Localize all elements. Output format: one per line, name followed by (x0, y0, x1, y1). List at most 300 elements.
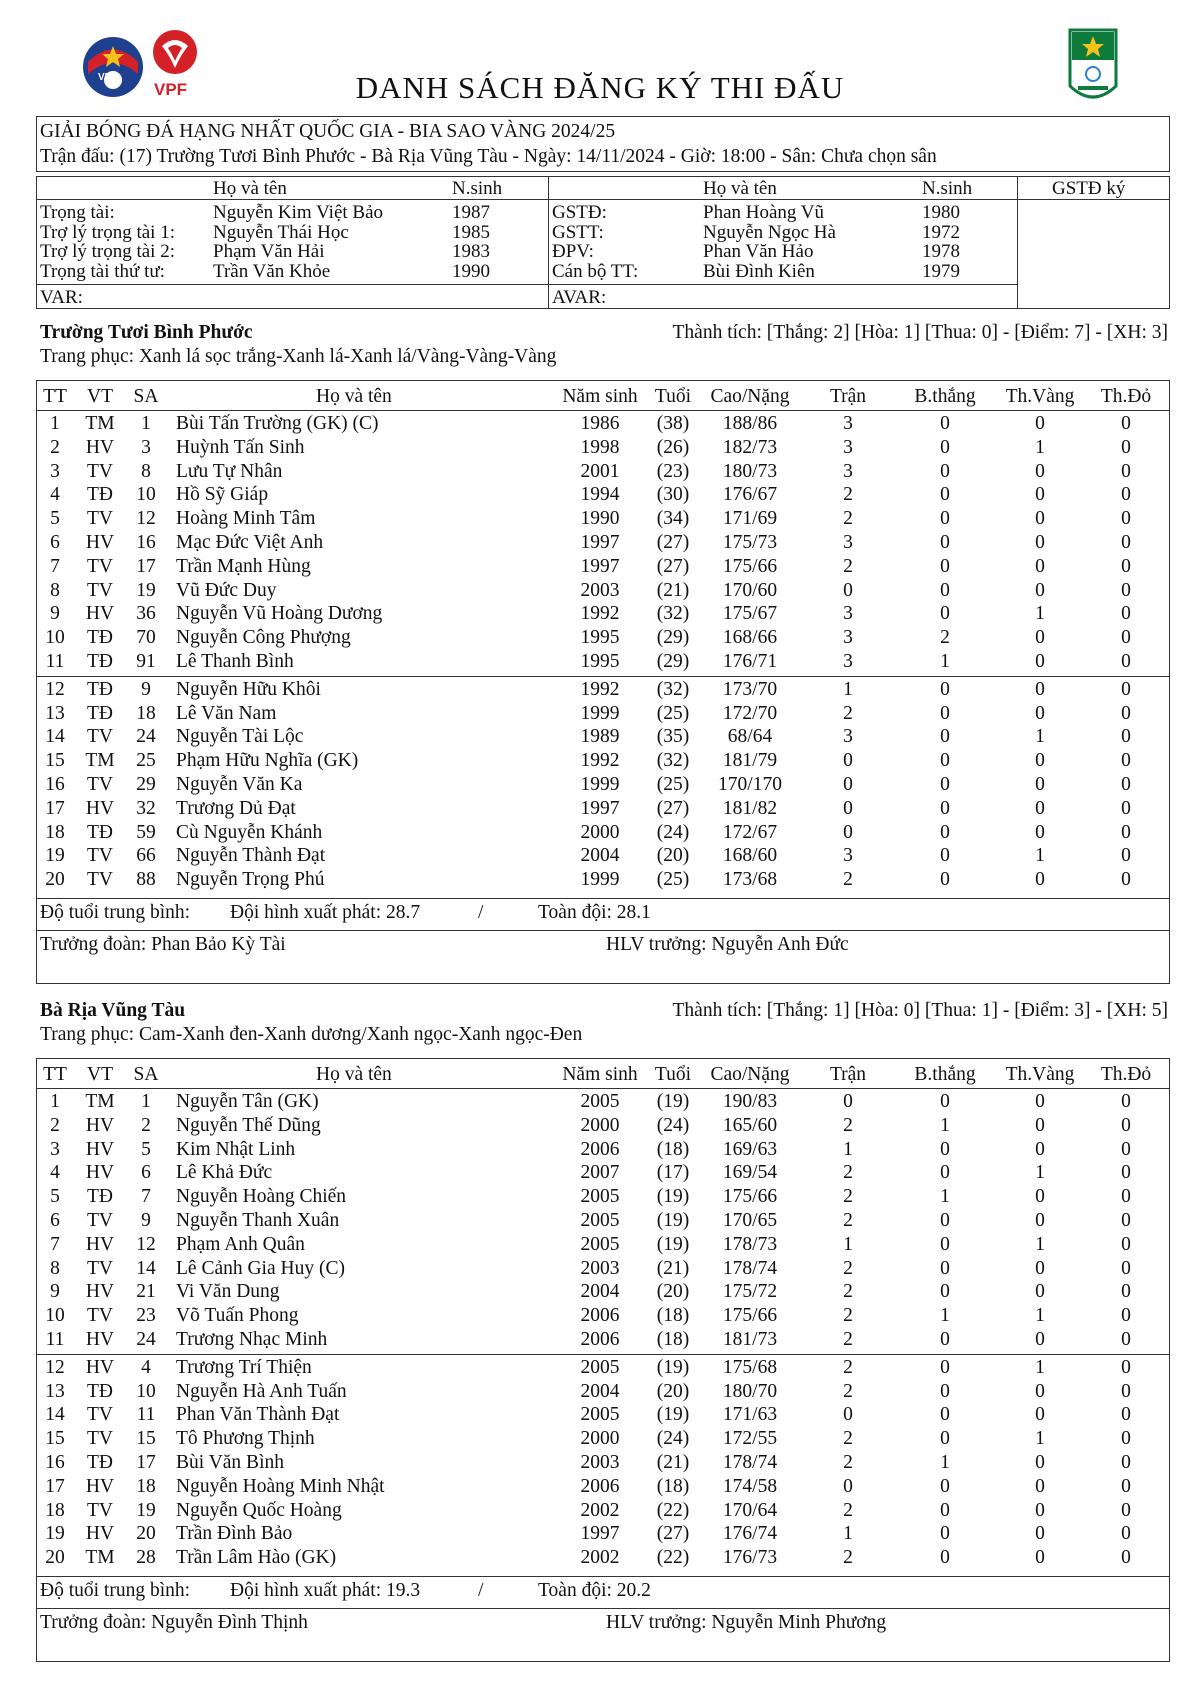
col-goals: 0 (940, 750, 950, 772)
col-sa: 16 (136, 532, 156, 553)
col-sa: 14 (136, 1257, 156, 1279)
col-name: Trần Mạnh Hùng (176, 555, 311, 577)
header-divider (36, 410, 1170, 411)
col-height-weight: 170/170 (718, 774, 782, 795)
col-sa: 1 (141, 1091, 151, 1112)
col-height-weight: 68/64 (727, 726, 773, 748)
col-yellow: 0 (1035, 750, 1045, 772)
starters-divider (36, 676, 1170, 677)
col-age: (29) (656, 627, 690, 649)
avg-age-separator: / (478, 1580, 484, 1601)
col-age: (25) (656, 774, 690, 795)
col-goals: 0 (940, 1404, 950, 1426)
col-height-weight: 175/68 (722, 1356, 778, 1378)
col-age: (18) (656, 1475, 690, 1497)
col-tt: 8 (50, 1257, 60, 1279)
avg-age-team: Toàn đội: 20.2 (538, 1580, 651, 1601)
col-name: Nguyễn Vũ Hoàng Dương (176, 603, 383, 625)
col-vt: TĐ (87, 821, 113, 843)
col-yellow: 0 (1035, 1547, 1045, 1569)
col-age: (20) (656, 1281, 690, 1303)
col-goals: 0 (940, 1356, 950, 1378)
col-year: 2000 (580, 1114, 620, 1136)
col-red: 0 (1121, 1091, 1131, 1112)
col-red: 0 (1121, 1162, 1131, 1184)
header-col-tt: TT (43, 386, 67, 407)
age-divider (36, 1608, 1170, 1609)
col-red: 0 (1121, 603, 1131, 625)
col-name: Vũ Đức Duy (176, 579, 277, 601)
col-matches: 2 (843, 869, 853, 891)
col-red: 0 (1121, 579, 1131, 601)
col-goals: 0 (940, 845, 950, 867)
col-tt: 1 (50, 1091, 60, 1112)
col-goals: 0 (940, 1380, 950, 1402)
col-vt: TM (85, 1547, 115, 1569)
col-vt: HV (85, 1162, 115, 1184)
col-red: 0 (1121, 1452, 1131, 1473)
table-row (0, 1380, 1170, 1404)
table-row (0, 844, 1170, 868)
age-divider (36, 930, 1170, 931)
col-matches: 0 (843, 1091, 853, 1112)
col-red: 0 (1121, 774, 1131, 795)
col-vt: TV (87, 1404, 113, 1426)
col-vt: TV (87, 460, 113, 482)
col-name: Nguyễn Tài Lộc (176, 726, 304, 748)
col-tt: 2 (50, 436, 60, 458)
col-tt: 11 (45, 1329, 65, 1350)
col-yellow: 0 (1035, 1186, 1045, 1208)
col-name: Mạc Đức Việt Anh (176, 532, 324, 553)
table-row (0, 1451, 1170, 1475)
col-red: 0 (1121, 1114, 1131, 1136)
col-yellow: 1 (1035, 1356, 1045, 1378)
col-sa: 66 (136, 845, 156, 867)
col-goals: 0 (940, 460, 950, 482)
col-name: Tô Phương Thịnh (176, 1428, 315, 1450)
col-tt: 3 (50, 1138, 60, 1160)
col-goals: 0 (940, 484, 950, 506)
col-matches: 2 (843, 1547, 853, 1569)
col-red: 0 (1121, 532, 1131, 553)
col-vt: HV (85, 1138, 115, 1160)
official-role: Trọng tài: (40, 202, 115, 223)
col-year: 2004 (580, 1380, 620, 1402)
col-vt: TV (87, 1305, 113, 1327)
col-age: (17) (656, 1162, 690, 1184)
col-height-weight: 175/67 (722, 603, 778, 625)
col-red: 0 (1121, 702, 1131, 724)
col-matches: 2 (843, 1257, 853, 1279)
col-goals: 0 (940, 1499, 950, 1521)
col-age: (19) (656, 1186, 690, 1208)
col-year: 2005 (580, 1356, 620, 1378)
col-red: 0 (1121, 508, 1131, 530)
col-yellow: 0 (1035, 532, 1045, 553)
col-sa: 4 (141, 1356, 151, 1378)
col-matches: 2 (843, 1499, 853, 1521)
avg-age-starting: Đội hình xuất phát: 19.3 (230, 1580, 421, 1601)
col-height-weight: 169/54 (722, 1162, 778, 1184)
col-matches: 3 (843, 460, 853, 482)
head-coach: HLV trưởng: Nguyễn Anh Đức (606, 934, 849, 955)
col-sa: 9 (141, 1210, 151, 1231)
col-vt: HV (85, 1281, 115, 1303)
col-year: 1997 (580, 797, 620, 819)
col-sa: 17 (136, 555, 156, 577)
header-col-sa: SA (133, 386, 159, 407)
col-yellow: 0 (1035, 774, 1045, 795)
official-name: Phạm Văn Hải (213, 241, 325, 262)
col-sa: 5 (141, 1138, 151, 1160)
official-role: Cán bộ TT: (552, 260, 639, 282)
col-yellow: 0 (1035, 1404, 1045, 1426)
col-goals: 1 (940, 1114, 950, 1136)
col-height-weight: 180/70 (722, 1380, 778, 1402)
col-year: 2003 (580, 1452, 620, 1473)
col-yellow: 0 (1035, 1281, 1045, 1303)
table-row (0, 1114, 1170, 1138)
officials-header-name-2: Họ và tên (703, 178, 777, 199)
team-name: Bà Rịa Vũng Tàu (40, 1000, 186, 1021)
table-row (0, 725, 1170, 749)
col-red: 0 (1121, 484, 1131, 506)
col-matches: 2 (843, 555, 853, 577)
col-yellow: 0 (1035, 1210, 1045, 1231)
table-row (0, 773, 1170, 797)
col-height-weight: 170/60 (722, 579, 778, 601)
table-row (0, 1138, 1170, 1162)
col-age: (19) (656, 1404, 690, 1426)
col-matches: 3 (843, 603, 853, 625)
col-height-weight: 165/60 (722, 1114, 778, 1136)
header-col-year: Năm sinh (562, 386, 638, 407)
col-age: (25) (656, 869, 690, 891)
col-matches: 2 (843, 1452, 853, 1473)
col-matches: 2 (843, 702, 853, 724)
col-goals: 1 (940, 651, 950, 672)
col-year: 1997 (580, 555, 620, 577)
col-age: (18) (656, 1329, 690, 1350)
col-matches: 2 (843, 1186, 853, 1208)
col-height-weight: 178/74 (722, 1452, 778, 1473)
col-name: Bùi Tấn Trường (GK) (C) (176, 413, 379, 434)
col-height-weight: 188/86 (722, 413, 778, 434)
col-height-weight: 178/74 (722, 1257, 778, 1279)
col-age: (19) (656, 1233, 690, 1255)
col-height-weight: 172/70 (722, 702, 778, 724)
col-goals: 0 (940, 1257, 950, 1279)
col-goals: 0 (940, 678, 950, 700)
col-year: 2002 (580, 1499, 620, 1521)
col-name: Nguyễn Văn Ka (176, 774, 303, 795)
official-name: Bùi Đình Kiên (703, 260, 815, 282)
col-yellow: 1 (1035, 1428, 1045, 1450)
col-matches: 2 (843, 1329, 853, 1350)
header-col-matches: Trận (829, 1064, 867, 1085)
col-vt: HV (85, 1356, 115, 1378)
col-sa: 10 (136, 484, 156, 506)
col-vt: HV (85, 1233, 115, 1255)
header-col-matches: Trận (829, 386, 867, 407)
col-sa: 28 (136, 1547, 156, 1569)
team-name: Trường Tươi Bình Phước (40, 322, 253, 343)
table-row (0, 1328, 1170, 1352)
col-matches: 3 (843, 413, 853, 434)
col-height-weight: 168/60 (722, 845, 778, 867)
col-height-weight: 172/55 (722, 1428, 778, 1450)
col-goals: 0 (940, 774, 950, 795)
col-year: 2005 (580, 1233, 620, 1255)
col-tt: 11 (45, 651, 65, 672)
col-red: 0 (1121, 1380, 1131, 1402)
col-matches: 1 (843, 1138, 853, 1160)
col-year: 2005 (580, 1186, 620, 1208)
col-name: Lê Khả Đức (176, 1162, 273, 1184)
official-name: Trần Văn Khỏe (213, 260, 331, 282)
col-sa: 10 (136, 1380, 156, 1402)
officials-header-sign: GSTĐ ký (1052, 178, 1126, 199)
col-red: 0 (1121, 627, 1131, 649)
col-goals: 0 (940, 1547, 950, 1569)
header-col-name: Họ và tên (316, 386, 392, 407)
col-name: Hoàng Minh Tâm (176, 508, 316, 530)
table-row (0, 1090, 1170, 1114)
col-tt: 5 (50, 1186, 60, 1208)
col-vt: TV (87, 845, 113, 867)
col-red: 0 (1121, 436, 1131, 458)
col-vt: TV (87, 1210, 113, 1231)
col-sa: 19 (136, 579, 156, 601)
col-yellow: 0 (1035, 1138, 1045, 1160)
header-col-yellow: Th.Vàng (1005, 1064, 1075, 1085)
header-col-yellow: Th.Vàng (1005, 386, 1075, 407)
col-tt: 14 (45, 726, 65, 748)
col-vt: TM (85, 1091, 115, 1112)
col-red: 0 (1121, 1210, 1131, 1231)
col-sa: 1 (141, 413, 151, 434)
col-name: Nguyễn Thanh Xuân (176, 1210, 340, 1231)
col-vt: HV (85, 436, 115, 458)
vff-logo-text: VFF (98, 72, 117, 83)
col-age: (25) (656, 702, 690, 724)
official-year: 1983 (452, 241, 490, 262)
col-name: Trần Lâm Hào (GK) (176, 1547, 337, 1569)
col-year: 2005 (580, 1210, 620, 1231)
col-age: (18) (656, 1138, 690, 1160)
col-name: Trần Đình Bảo (176, 1523, 293, 1545)
table-row (0, 412, 1170, 436)
col-age: (22) (656, 1499, 690, 1521)
col-vt: HV (85, 1475, 115, 1497)
col-name: Cù Nguyễn Khánh (176, 821, 323, 843)
col-tt: 7 (50, 555, 60, 577)
col-height-weight: 175/66 (722, 1305, 778, 1327)
col-goals: 0 (940, 1329, 950, 1350)
official-year: 1990 (452, 260, 490, 282)
col-age: (30) (656, 484, 690, 506)
col-sa: 25 (136, 750, 156, 772)
col-yellow: 1 (1035, 726, 1045, 748)
col-vt: TĐ (87, 627, 113, 649)
col-vt: HV (85, 603, 115, 625)
col-matches: 2 (843, 484, 853, 506)
col-sa: 3 (141, 436, 151, 458)
col-yellow: 0 (1035, 651, 1045, 672)
col-tt: 5 (50, 508, 60, 530)
team-record: Thành tích: [Thắng: 2] [Hòa: 1] [Thua: 0] - [Điểm: 7] - [XH: 3] (672, 322, 1168, 343)
col-sa: 17 (136, 1452, 156, 1473)
col-red: 0 (1121, 821, 1131, 843)
official-role: GSTT: (552, 221, 604, 243)
col-height-weight: 181/82 (722, 797, 778, 819)
col-name: Phạm Hữu Nghĩa (GK) (176, 750, 359, 772)
col-vt: TV (87, 1257, 113, 1279)
col-yellow: 0 (1035, 579, 1045, 601)
col-height-weight: 181/79 (722, 750, 778, 772)
col-goals: 0 (940, 1091, 950, 1112)
col-age: (32) (656, 603, 690, 625)
avg-age-separator: / (478, 902, 484, 923)
team-kit: Trang phục: Xanh lá sọc trắng-Xanh lá-Xanh lá/Vàng-Vàng-Vàng (40, 346, 557, 367)
roster-end-divider (36, 1576, 1170, 1577)
col-vt: TĐ (87, 484, 113, 506)
col-yellow: 0 (1035, 1257, 1045, 1279)
col-height-weight: 178/73 (722, 1233, 778, 1255)
col-vt: TV (87, 579, 113, 601)
col-height-weight: 176/71 (722, 651, 778, 672)
official-role: ĐPV: (552, 241, 594, 262)
col-sa: 23 (136, 1305, 156, 1327)
col-sa: 8 (141, 460, 151, 482)
col-year: 1994 (580, 484, 620, 506)
col-age: (29) (656, 651, 690, 672)
col-height-weight: 175/66 (722, 1186, 778, 1208)
header-col-goals: B.thắng (914, 1064, 976, 1085)
table-row (0, 555, 1170, 579)
col-goals: 1 (940, 1186, 950, 1208)
col-yellow: 0 (1035, 1114, 1045, 1136)
col-age: (34) (656, 508, 690, 530)
col-year: 2002 (580, 1547, 620, 1569)
col-matches: 1 (843, 678, 853, 700)
table-row (0, 1185, 1170, 1209)
col-year: 1989 (580, 726, 620, 748)
col-red: 0 (1121, 1233, 1131, 1255)
official-name: Nguyễn Ngọc Hà (703, 221, 836, 243)
col-name: Phan Văn Thành Đạt (176, 1404, 340, 1426)
col-age: (35) (656, 726, 690, 748)
col-matches: 3 (843, 532, 853, 553)
col-name: Trương Trí Thiện (176, 1356, 312, 1378)
table-row (0, 1161, 1170, 1185)
col-yellow: 0 (1035, 1091, 1045, 1112)
col-tt: 6 (50, 1210, 60, 1231)
col-matches: 2 (843, 1356, 853, 1378)
col-yellow: 1 (1035, 1305, 1045, 1327)
table-row (0, 1546, 1170, 1570)
col-yellow: 0 (1035, 413, 1045, 434)
col-sa: 15 (136, 1428, 156, 1450)
col-sa: 12 (136, 508, 156, 530)
col-year: 1998 (580, 436, 620, 458)
col-tt: 4 (50, 484, 60, 506)
col-year: 2000 (580, 821, 620, 843)
col-yellow: 0 (1035, 484, 1045, 506)
col-sa: 20 (136, 1523, 156, 1545)
col-matches: 2 (843, 508, 853, 530)
table-row (0, 1356, 1170, 1380)
team-record: Thành tích: [Thắng: 1] [Hòa: 0] [Thua: 1] - [Điểm: 3] - [XH: 5] (672, 1000, 1168, 1021)
col-tt: 18 (45, 821, 65, 843)
col-vt: HV (85, 1329, 115, 1350)
col-matches: 0 (843, 774, 853, 795)
col-tt: 6 (50, 532, 60, 553)
table-row (0, 749, 1170, 773)
col-tt: 7 (50, 1233, 60, 1255)
col-tt: 9 (50, 1281, 60, 1303)
col-year: 2005 (580, 1091, 620, 1112)
match-info: Trận đấu: (17) Trường Tươi Bình Phước - Bà Rịa Vũng Tàu - Ngày: 14/11/2024 - Giờ: 18:00 - Sân: Chưa chọn sân (40, 146, 937, 167)
col-year: 1992 (580, 603, 620, 625)
col-sa: 2 (141, 1114, 151, 1136)
official-role: Trợ lý trọng tài 1: (40, 221, 175, 243)
col-year: 2004 (580, 1281, 620, 1303)
col-vt: TV (87, 774, 113, 795)
col-name: Trương Dủ Đạt (176, 797, 296, 819)
col-goals: 0 (940, 1233, 950, 1255)
table-row (0, 1403, 1170, 1427)
col-matches: 3 (843, 726, 853, 748)
vpf-logo-text: VPF (154, 80, 188, 99)
table-row (0, 1499, 1170, 1523)
col-matches: 0 (843, 579, 853, 601)
table-row (0, 626, 1170, 650)
official-year: 1972 (922, 221, 960, 243)
col-tt: 9 (50, 603, 60, 625)
col-vt: HV (85, 532, 115, 553)
col-goals: 0 (940, 508, 950, 530)
col-yellow: 1 (1035, 845, 1045, 867)
col-name: Lưu Tự Nhân (176, 460, 283, 482)
col-matches: 3 (843, 627, 853, 649)
officials-header-name: Họ và tên (213, 178, 287, 199)
col-age: (21) (656, 1452, 690, 1473)
table-row (0, 821, 1170, 845)
col-red: 0 (1121, 1499, 1131, 1521)
col-height-weight: 181/73 (722, 1329, 778, 1350)
col-name: Nguyễn Quốc Hoàng (176, 1499, 342, 1521)
col-red: 0 (1121, 1305, 1131, 1327)
col-red: 0 (1121, 460, 1131, 482)
col-tt: 19 (45, 1523, 65, 1545)
col-tt: 2 (50, 1114, 60, 1136)
col-height-weight: 171/69 (722, 508, 778, 530)
col-age: (32) (656, 678, 690, 700)
col-name: Nguyễn Thành Đạt (176, 845, 326, 867)
col-tt: 14 (45, 1404, 65, 1426)
col-name: Nguyễn Hà Anh Tuấn (176, 1380, 347, 1402)
col-name: Lê Cảnh Gia Huy (C) (176, 1257, 345, 1279)
table-row (0, 1522, 1170, 1546)
col-red: 0 (1121, 797, 1131, 819)
col-goals: 0 (940, 702, 950, 724)
col-tt: 20 (45, 869, 65, 891)
col-red: 0 (1121, 555, 1131, 577)
col-height-weight: 174/58 (722, 1475, 778, 1497)
col-age: (24) (656, 821, 690, 843)
